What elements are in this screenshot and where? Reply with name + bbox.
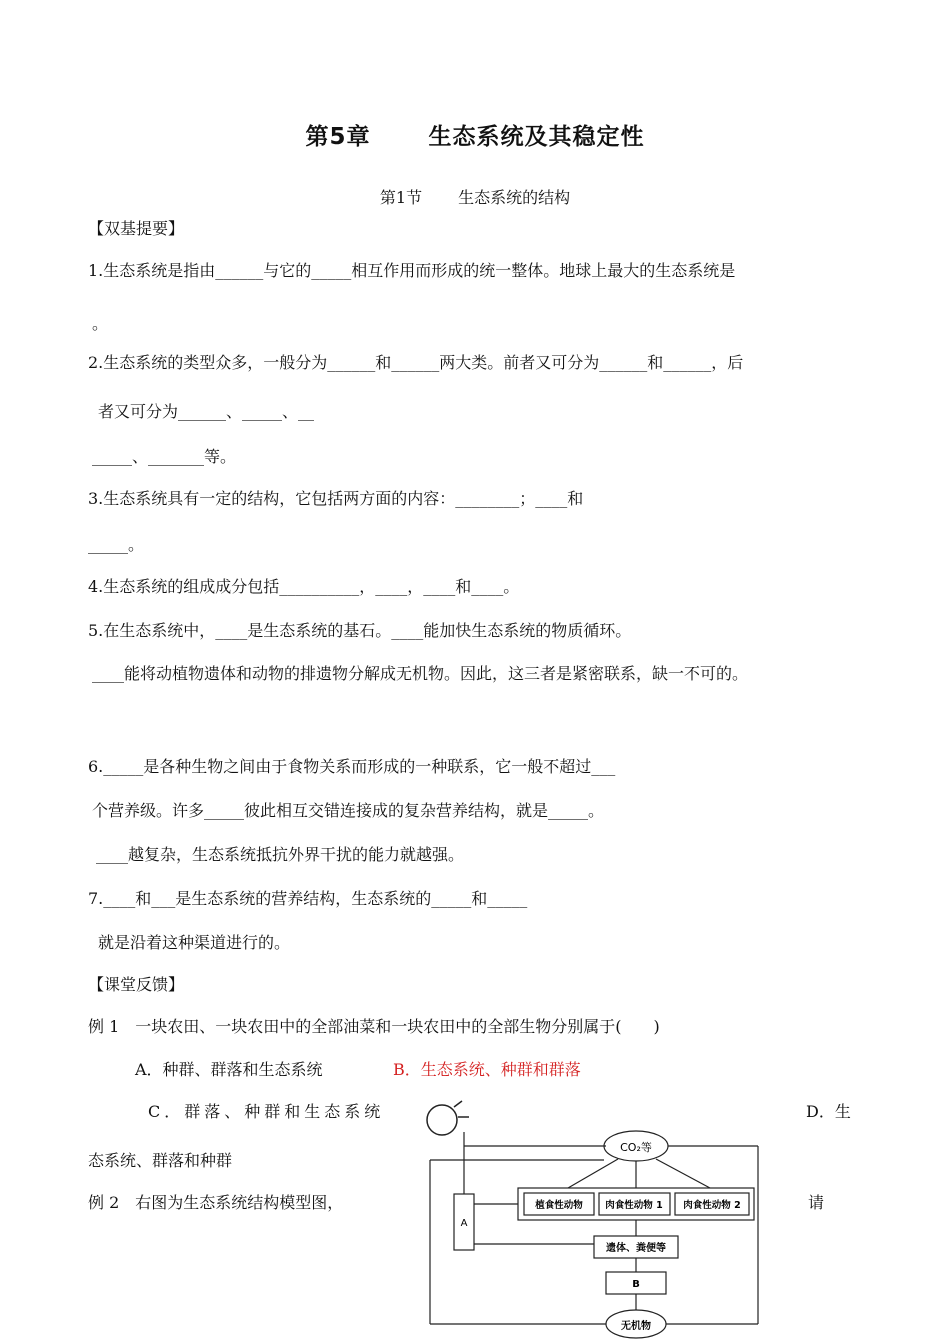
example-1-option-b: B．生态系统、种群和群落 — [393, 1060, 581, 1079]
producer-label: A — [460, 1218, 468, 1229]
carnivore-2-label: 肉食性动物 2 — [683, 1200, 741, 1211]
basics-header: 【双基提要】 — [88, 219, 185, 238]
section-title — [0, 185, 950, 208]
sun-icon — [427, 1101, 469, 1135]
question-1-line-2: 。 — [92, 314, 109, 333]
co2-label: CO₂等 — [620, 1141, 652, 1154]
carnivore-1-label: 肉食性动物 1 — [605, 1200, 663, 1211]
question-4: 4.生态系统的组成成分包括__________，____，____和____。 — [88, 577, 520, 596]
example-2-question: 例 2 右图为生态系统结构模型图， — [88, 1193, 344, 1212]
example-1-question: 例 1 一块农田、一块农田中的全部油菜和一块农田中的全部生物分别属于( ) — [88, 1017, 660, 1036]
question-5-line-2: ____能将动植物遗体和动物的排遗物分解成无机物。因此，这三者是紧密联系，缺一不可的。 — [92, 664, 749, 683]
chapter-name: 生态系统及其稳定性 — [428, 124, 645, 150]
question-6-line-1: 6._____是各种生物之间由于食物关系而形成的一种联系，它一般不超过___ — [88, 757, 616, 776]
ecosystem-diagram — [418, 1096, 770, 1342]
example-1-option-d-continued: 态系统、群落和种群 — [88, 1151, 233, 1170]
feedback-header: 【课堂反馈】 — [88, 975, 185, 994]
question-7-line-2: 就是沿着这种渠道进行的。 — [98, 933, 291, 952]
section-name: 生态系统的结构 — [458, 188, 571, 207]
remains-label: 遗体、粪便等 — [606, 1243, 666, 1254]
example-1-option-c: C．群落、种群和生态系统 — [148, 1102, 385, 1121]
question-3-line-1: 3.生态系统具有一定的结构，它包括两方面的内容：________；____和 — [88, 489, 584, 508]
decomposer-label: B — [632, 1279, 640, 1290]
question-3-line-2: _____。 — [88, 535, 145, 554]
section-number: 第1节 — [379, 188, 423, 207]
question-7-line-1: 7.____和___是生态系统的营养结构，生态系统的_____和_____ — [88, 889, 528, 908]
question-2-line-2: 者又可分为______、_____、__ — [98, 402, 315, 421]
question-5-line-1: 5.在生态系统中，____是生态系统的基石。____能加快生态系统的物质循环。 — [88, 621, 632, 640]
chapter-number: 第5章 — [305, 124, 371, 150]
example-2-tail: 请 — [808, 1193, 825, 1212]
example-1-option-a: A．种群、群落和生态系统 — [135, 1060, 323, 1079]
example-1-option-d: D．生 — [806, 1102, 851, 1121]
inorganic-label: 无机物 — [621, 1321, 651, 1332]
question-2-line-3: _____、_______等。 — [92, 447, 237, 466]
question-6-line-3: ____越复杂，生态系统抵抗外界干扰的能力就越强。 — [96, 845, 465, 864]
chapter-title — [0, 118, 950, 151]
herbivore-label: 植食性动物 — [535, 1200, 583, 1211]
question-1-line-1: 1.生态系统是指由______与它的_____相互作用而形成的统一整体。地球上最大的生态系统是 — [88, 261, 736, 280]
question-6-line-2: 个营养级。许多_____彼此相互交错连接成的复杂营养结构，就是_____。 — [92, 801, 605, 820]
question-2-line-1: 2.生态系统的类型众多，一般分为______和______两大类。前者又可分为______和______，后 — [88, 353, 744, 372]
